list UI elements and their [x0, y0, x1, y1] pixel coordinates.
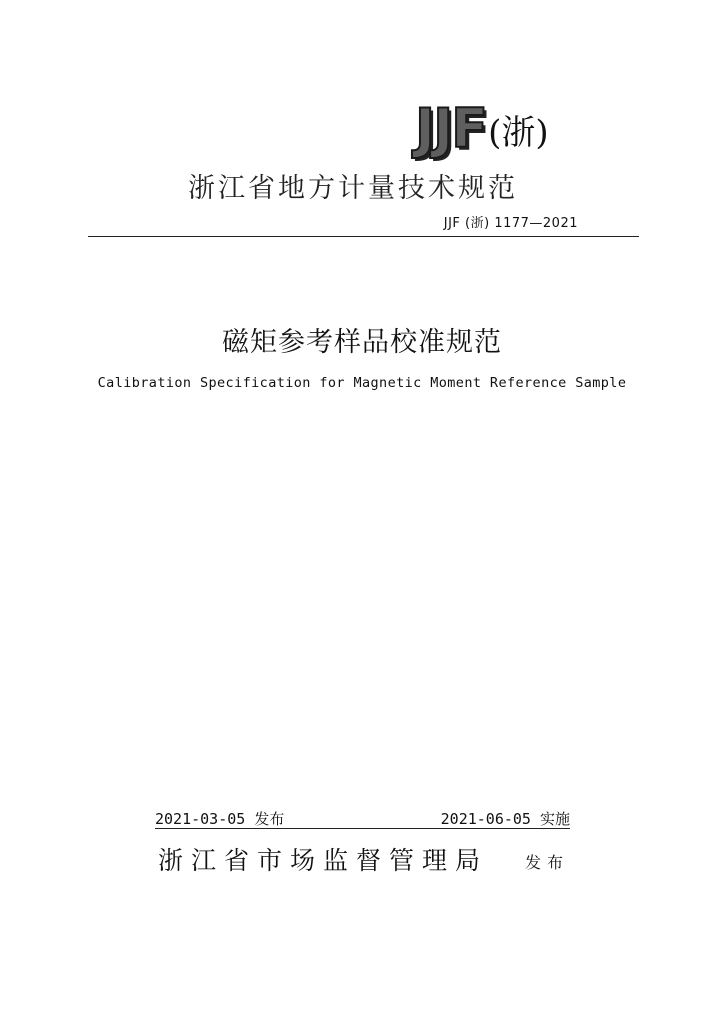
- jjf-logo: [415, 97, 549, 160]
- effective-date: 2021-06-05 实施: [440, 810, 570, 828]
- document-number: JJF (浙) 1177—2021: [443, 216, 578, 231]
- document-title-english: Calibration Specification for Magnetic Moment Reference Sample: [97, 375, 627, 391]
- issuing-label: 发布: [525, 853, 570, 872]
- header-divider: [88, 236, 639, 237]
- dates-row: [155, 806, 570, 829]
- document-title-chinese: 磁矩参考样品校准规范: [222, 327, 502, 358]
- logo-suffix: (浙): [488, 113, 549, 153]
- logo-letters: JJF: [415, 97, 487, 160]
- issuing-authority: 浙江省市场监督管理局: [158, 846, 489, 875]
- authority-title: 浙江省地方计量技术规范: [188, 173, 518, 204]
- issue-date: 2021-03-05 发布: [155, 810, 285, 828]
